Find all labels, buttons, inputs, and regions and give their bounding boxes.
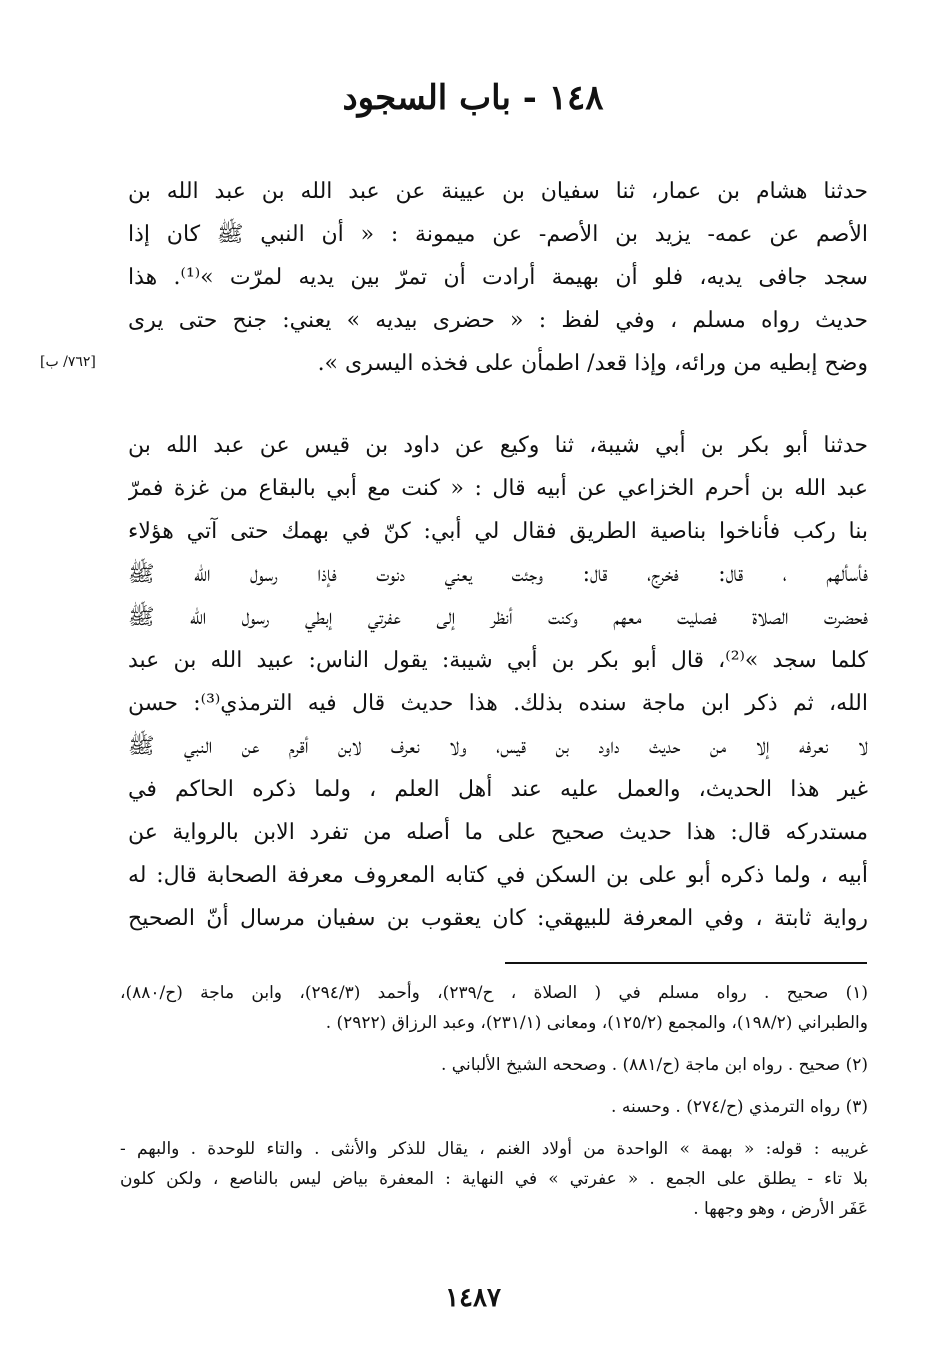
footnote-gap	[120, 1038, 868, 1050]
footnote-line: عَفَر الأرض ، وهو وجهها .	[693, 1199, 868, 1219]
footnote-1	[120, 978, 868, 1038]
text-line: مستدركه قال: هذا حديث صحيح على ما أصله من تفرد الابن بالرواية عن	[128, 820, 868, 845]
hadith-paragraph-1	[128, 170, 868, 385]
footnote-line: غريبه : قوله: « بهمة » الواحدة من أولاد الغنم ، يقال للذكر والأنثى . والتاء للوحدة . والبهم -	[120, 1139, 868, 1159]
text-line: حدثنا أبو بكر بن أبي شيبة، ثنا وكيع عن داود بن قيس عن عبد الله بن	[128, 433, 868, 458]
footnotes	[120, 978, 868, 1224]
text-line: حديث رواه مسلم ، وفي لفظ : « حضرى بيديه » يعني: جنح حتى يرى	[128, 308, 868, 333]
footnote-gap	[120, 1122, 868, 1134]
text-line: بنا ركب فأناخوا بناصية الطريق فقال لي أبي: كنّ في بهمك حتى آتي هؤلاء	[128, 519, 868, 544]
text-line: رواية ثابتة ، وفي المعرفة للبيهقي: كان يعقوب بن سفيان مرسال أنّ الصحيح	[128, 906, 868, 931]
manuscript-folio-ref: [٧٦٢/ ب]	[40, 354, 96, 370]
text-line: عبد الله بن أحرم الخزاعي عن أبيه قال : « كنت مع أبي بالبقاع من غزة فمرّ	[128, 476, 868, 501]
chapter-title: ١٤٨ - باب السجود	[342, 78, 604, 118]
text-line: كلما سجد »⁽²⁾، قال أبو بكر بن أبي شيبة: يقول الناس: عبيد الله بن عبد	[128, 648, 868, 673]
gharib-note	[120, 1134, 868, 1224]
text-line: غير هذا الحديث، والعمل عليه عند أهل العلم ، ولما ذكره الحاكم في	[128, 777, 868, 802]
page-number: ١٤٨٧	[445, 1283, 501, 1313]
text-line: وضح إبطيه من ورائه، وإذا قعد/ اطمأن على فخذه اليسرى ».	[317, 351, 868, 376]
paragraph-gap	[128, 385, 868, 424]
footnote-3: (٣) رواه الترمذي (ح/٢٧٤) . وحسنه .	[611, 1097, 868, 1117]
footnote-line: والطبراني (١٩٨/٢)، والمجمع (١٢٥/٢)، ومعانى (٢٣١/١)، وعبد الرزاق (٢٩٢٢) .	[325, 1013, 868, 1033]
text-line: سجد جافى يديه، فلو أن بهيمة أرادت أن تمرّ بين يديه لمرّت »⁽¹⁾. هذا	[128, 265, 868, 290]
text-line: حدثنا هشام بن عمار، ثنا سفيان بن عيينة عن عبد الله بن عبد الله بن	[128, 179, 868, 204]
text-line: لا نعرفه إلا من حديث داود بن قيس، ولا نعرف لابن أقرم عن النبي ﷺ	[128, 734, 868, 759]
footnote-line: بلا تاء - يطلق على الجمع . « عفرتي » في النهاية : المعفرة بياض ليس بالناصع ، ولكن كلون	[120, 1169, 868, 1189]
footnote-gap	[120, 1080, 868, 1092]
text-line: فحضرت الصلاة فصليت معهم وكنت أنظر إلى عفرتي إبطي رسول الله ﷺ	[128, 605, 868, 630]
text-line: أبيه ، ولما ذكره أبو على بن السكن في كتابه المعروف معرفة الصحابة قال: له	[128, 863, 868, 888]
footnote-line: (١) صحيح . رواه مسلم في ( الصلاة ، ح/٢٣٩)، وأحمد (٢٩٤/٣)، وابن ماجة (ح/٨٨٠)،	[120, 983, 868, 1003]
footnote-separator	[505, 962, 867, 964]
text-line: فأسألهم ، قال: فخرج، قال: وجئت يعني دنوت فإذا رسول الله ﷺ	[128, 562, 868, 587]
text-line: الأصم عن عمه- يزيد بن الأصم- عن ميمونة : « أن النبي ﷺ كان إذا	[128, 222, 868, 247]
text-line: الله، ثم ذكر ابن ماجة سنده بذلك. هذا حديث قال فيه الترمذي⁽³⁾: حسن	[128, 691, 868, 716]
footnote-2: (٢) صحيح . رواه ابن ماجة (ح/٨٨١) . وصححه الشيخ الألباني .	[440, 1055, 868, 1075]
hadith-paragraph-2	[128, 424, 868, 940]
main-text	[128, 170, 868, 940]
